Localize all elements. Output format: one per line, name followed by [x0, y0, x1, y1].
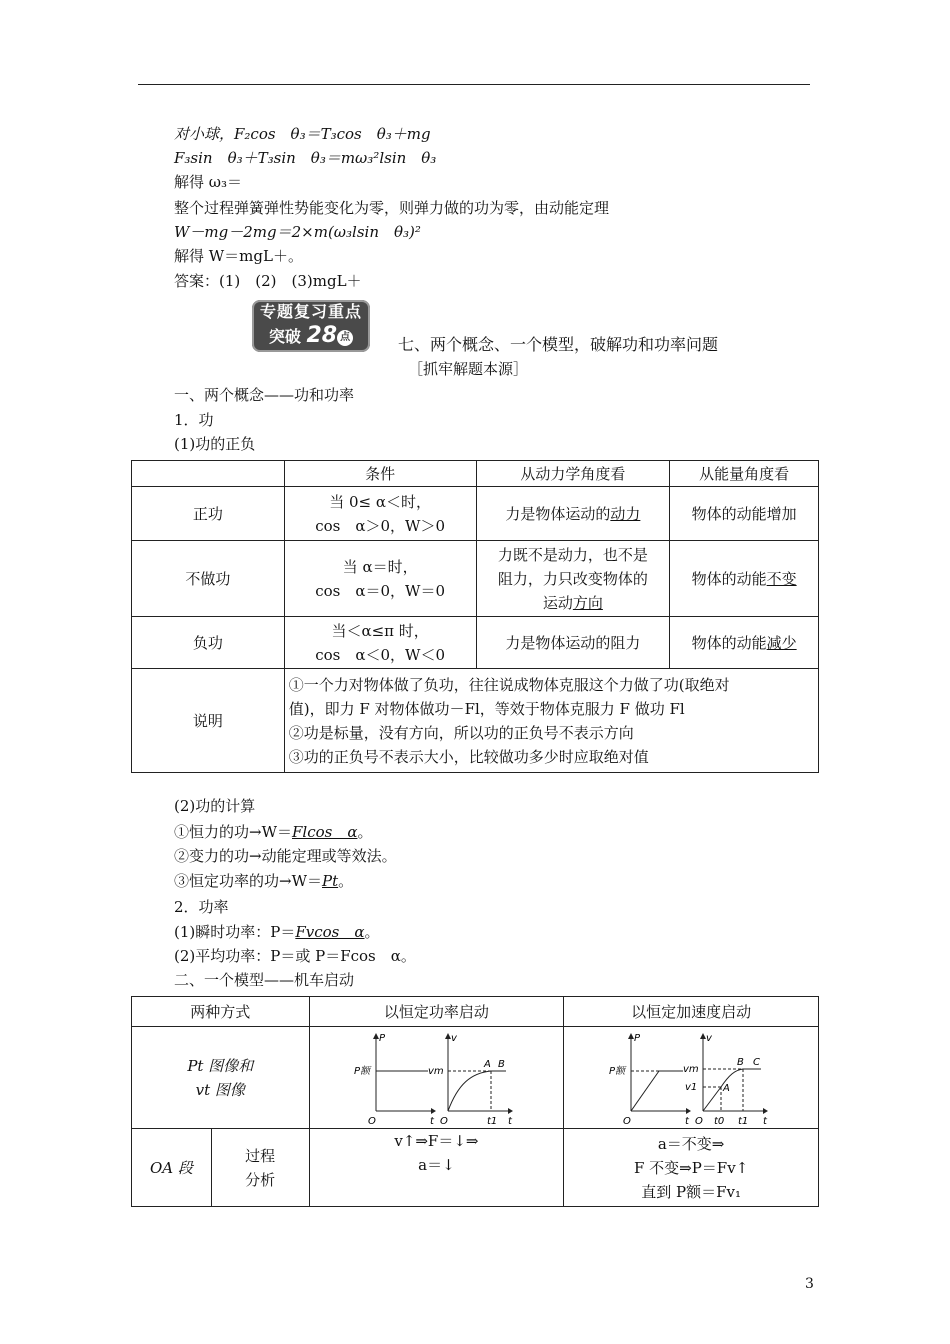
section-subheading: ［抓牢解题本源］: [408, 360, 529, 378]
axis-label: P: [634, 1032, 641, 1044]
table-row: 不做功 当 α＝时， cos α＝0，W＝0 力既不是动力，也不是 阻力，力只改变物体的 运动方向 物体的动能不变: [132, 541, 819, 617]
table-header-row: 条件 从动力学角度看 从能量角度看: [132, 461, 819, 487]
locomotive-start-table: [131, 996, 819, 1207]
solution-line-4: 整个过程弹簧弹性势能变化为零，则弹力做的功为零，由动能定理: [174, 199, 610, 217]
page-number: 3: [805, 1276, 814, 1292]
axis-label: t0: [714, 1115, 725, 1127]
power-line-2: (2)平均功率：P＝或 P＝Fcos α。: [174, 947, 416, 965]
constant-power-graphs: [309, 1027, 564, 1129]
axis-label: t: [430, 1115, 435, 1127]
part-two-title: 二、一个模型——机车启动: [174, 971, 355, 989]
table-row: 负功 当＜α≤π 时， cos α＜0，W＜0 力是物体运动的阻力 物体的动能减少: [132, 617, 819, 669]
power-title: 2．功率: [174, 898, 229, 916]
point-label: B: [737, 1056, 744, 1068]
axis-label: P额: [354, 1065, 371, 1077]
axis-label: O: [368, 1115, 377, 1127]
work-sign-table: [131, 460, 819, 773]
constant-acceleration-graph-svg: [601, 1029, 781, 1127]
solution-line-5: W－mg－2mg＝2×m(ω₃lsin θ₃)²: [174, 223, 421, 241]
axis-label: t: [763, 1115, 768, 1127]
axis-label: v: [451, 1032, 458, 1044]
calc-line-2: ②变力的功→动能定理或等效法。: [174, 847, 397, 865]
point-label: A: [723, 1082, 730, 1094]
table-row: OA 段 过程 分析 v↑⇒F＝↓⇒ a＝↓ a＝不变⇒ F 不变⇒P＝Fv↑ 直到 P额＝Fv₁: [132, 1129, 819, 1207]
axis-label: v: [706, 1032, 713, 1044]
work-title: 1．功: [174, 411, 214, 429]
axis-label: P: [379, 1032, 386, 1044]
point-label: C: [753, 1056, 761, 1068]
axis-label: P额: [609, 1065, 626, 1077]
solution-line-2: F₃sin θ₃＋T₃sin θ₃＝mω₃²lsin θ₃: [174, 149, 437, 167]
constant-power-graph-svg: [346, 1029, 526, 1127]
table-row: Pt 图像和 vt 图像 P P额 O t v vm A B O t1 t P P额 O t v vm v1 A B C O t0 t1 t: [132, 1027, 819, 1129]
constant-acceleration-graphs: [564, 1027, 819, 1129]
calc-line-3: ③恒定功率的功→W＝Pt。: [174, 872, 354, 890]
table-row: 正功 当 0≤ α＜时， cos α＞0，W＞0 力是物体运动的动力 物体的动能增加: [132, 487, 819, 541]
axis-label: t1: [487, 1115, 498, 1127]
axis-label: t: [685, 1115, 690, 1127]
axis-label: O: [695, 1115, 703, 1127]
table-header-row: 两种方式 以恒定功率启动 以恒定加速度启动: [132, 997, 819, 1027]
axis-label: O: [440, 1115, 449, 1127]
axis-label: t: [508, 1115, 513, 1127]
work-calc-title: (2)功的计算: [174, 797, 256, 815]
point-label: B: [498, 1058, 506, 1070]
calc-line-1: ①恒力的功→W＝Flcos α。: [174, 823, 373, 841]
axis-label: v1: [685, 1081, 698, 1093]
solution-line-3: 解得 ω₃＝: [174, 173, 243, 191]
solution-line-6: 解得 W＝mgL＋。: [174, 247, 303, 265]
point-label: A: [484, 1058, 492, 1070]
solution-line-1: 对小球，F₂cos θ₃＝T₃cos θ₃＋mg: [174, 125, 431, 143]
topic-logo: 专题复习重点 突破 28 点: [252, 300, 370, 352]
axis-label: vm: [428, 1065, 445, 1077]
part-one-title: 一、两个概念——功和功率: [174, 386, 355, 404]
header-rule: [138, 84, 810, 85]
table-row: 说明 ①一个力对物体做了负功，往往说成物体克服这个力做了功(取绝对 值)，即力 F 对物体做功－Fl，等效于物体克服力 F 做功 Fl ②功是标量，没有方向，所以功的正负号不表示方向 ③功的正负号不表示大小，比较做功多少时应取绝对值: [132, 669, 819, 773]
axis-label: vm: [683, 1063, 699, 1075]
axis-label: t1: [738, 1115, 749, 1127]
axis-label: O: [623, 1115, 631, 1127]
section-heading: 七、两个概念、一个模型，破解功和功率问题: [398, 335, 719, 354]
power-line-1: (1)瞬时功率：P＝Fvcos α。: [174, 923, 380, 941]
work-sign-title: (1)功的正负: [174, 435, 256, 453]
answer-line: 答案：(1) (2) (3)mgL＋: [174, 272, 362, 290]
